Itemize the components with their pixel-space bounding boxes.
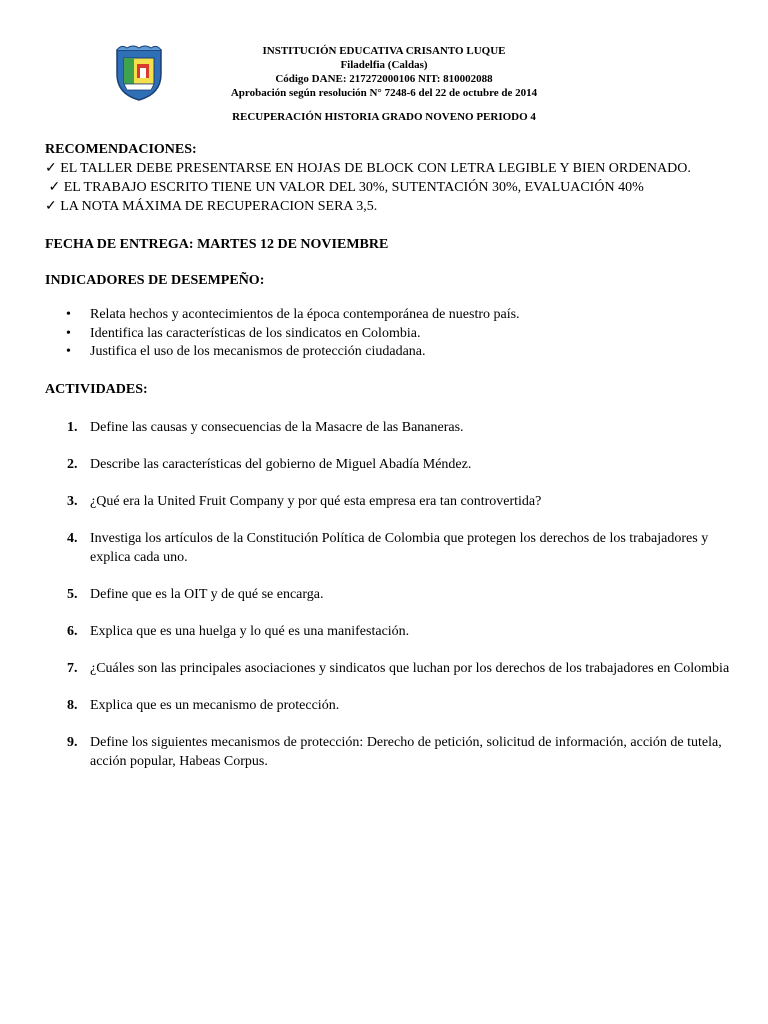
activity-text: Define los siguientes mecanismos de protección: Derecho de petición, solicitud de información, acción de tutela, acción popular, Habeas Corpus. [90,734,722,769]
activity-item [45,455,735,474]
activity-text: Describe las características del gobierno de Miguel Abadía Méndez. [90,456,472,472]
due-date: FECHA DE ENTREGA: MARTES 12 DE NOVIEMBRE [45,237,389,252]
approval-resolution: Aprobación según resolución N° 7248-6 del 22 de octubre de 2014 [230,87,538,99]
activity-number: 7. [67,660,78,676]
institution-codes: Código DANE: 217272000106 NIT: 810002088 [275,73,493,85]
activity-number: 2. [67,456,78,472]
recommendation-item: ✓ EL TALLER DEBE PRESENTARSE EN HOJAS DE BLOCK CON LETRA LEGIBLE Y BIEN ORDENADO. [45,161,691,176]
activity-text: Explica que es una huelga y lo qué es una manifestación. [90,623,410,639]
bullet-icon: • [66,307,71,322]
indicator-item [45,325,735,344]
activity-item [45,696,735,715]
recommendations-title: RECOMENDACIONES: [45,142,197,157]
activity-text: Investiga los artículos de la Constitución Política de Colombia que protegen los derechos de los trabajadores y explica cada uno. [90,530,709,565]
activity-text: Explica que es un mecanismo de protección. [90,697,340,713]
bullet-icon: • [66,325,71,341]
activity-item [45,492,735,511]
activity-item [45,733,735,771]
recommendation-item: ✓ EL TRABAJO ESCRITO TIENE UN VALOR DEL 30%, SUTENTACIÓN 30%, EVALUACIÓN 40% [45,180,644,195]
activity-number: 4. [67,530,78,546]
indicator-item [45,306,735,325]
activity-number: 9. [67,734,78,750]
activity-number: 3. [67,493,78,509]
indicator-text: Justifica el uso de los mecanismos de protección ciudadana. [90,344,426,359]
document-header [0,44,768,124]
activity-item [45,622,735,641]
indicator-text: Identifica las características de los sindicatos en Colombia. [90,325,421,341]
institution-city: Filadelfia (Caldas) [340,59,428,71]
document-subtitle: RECUPERACIÓN HISTORIA GRADO NOVENO PERIODO 4 [232,111,536,123]
activity-item [45,529,735,567]
activity-text: Define las causas y consecuencias de la Masacre de las Bananeras. [90,419,464,435]
activities-title: ACTIVIDADES: [45,381,148,397]
bullet-icon: • [66,344,71,359]
activity-number: 8. [67,697,78,713]
activity-text: Define que es la OIT y de qué se encarga. [90,586,324,602]
indicators-title: INDICADORES DE DESEMPEÑO: [45,273,265,288]
activity-number: 1. [67,419,78,435]
indicator-item [45,343,735,362]
indicator-text: Relata hechos y acontecimientos de la época contemporánea de nuestro país. [90,307,520,322]
activity-item [45,659,735,678]
activity-number: 6. [67,623,78,639]
activity-item [45,585,735,604]
activity-number: 5. [67,586,78,602]
indicators-list [45,306,735,362]
recommendation-item: ✓ LA NOTA MÁXIMA DE RECUPERACION SERA 3,5. [45,199,378,214]
document-body [45,140,735,789]
activities-list [45,418,735,771]
activity-item [45,418,735,437]
activity-text: ¿Cuáles son las principales asociaciones y sindicatos que luchan por los derechos de los trabajadores en Colombia [90,660,730,676]
institution-name: INSTITUCIÓN EDUCATIVA CRISANTO LUQUE [262,45,506,57]
activity-text: ¿Qué era la United Fruit Company y por qué esta empresa era tan controvertida? [90,493,542,509]
